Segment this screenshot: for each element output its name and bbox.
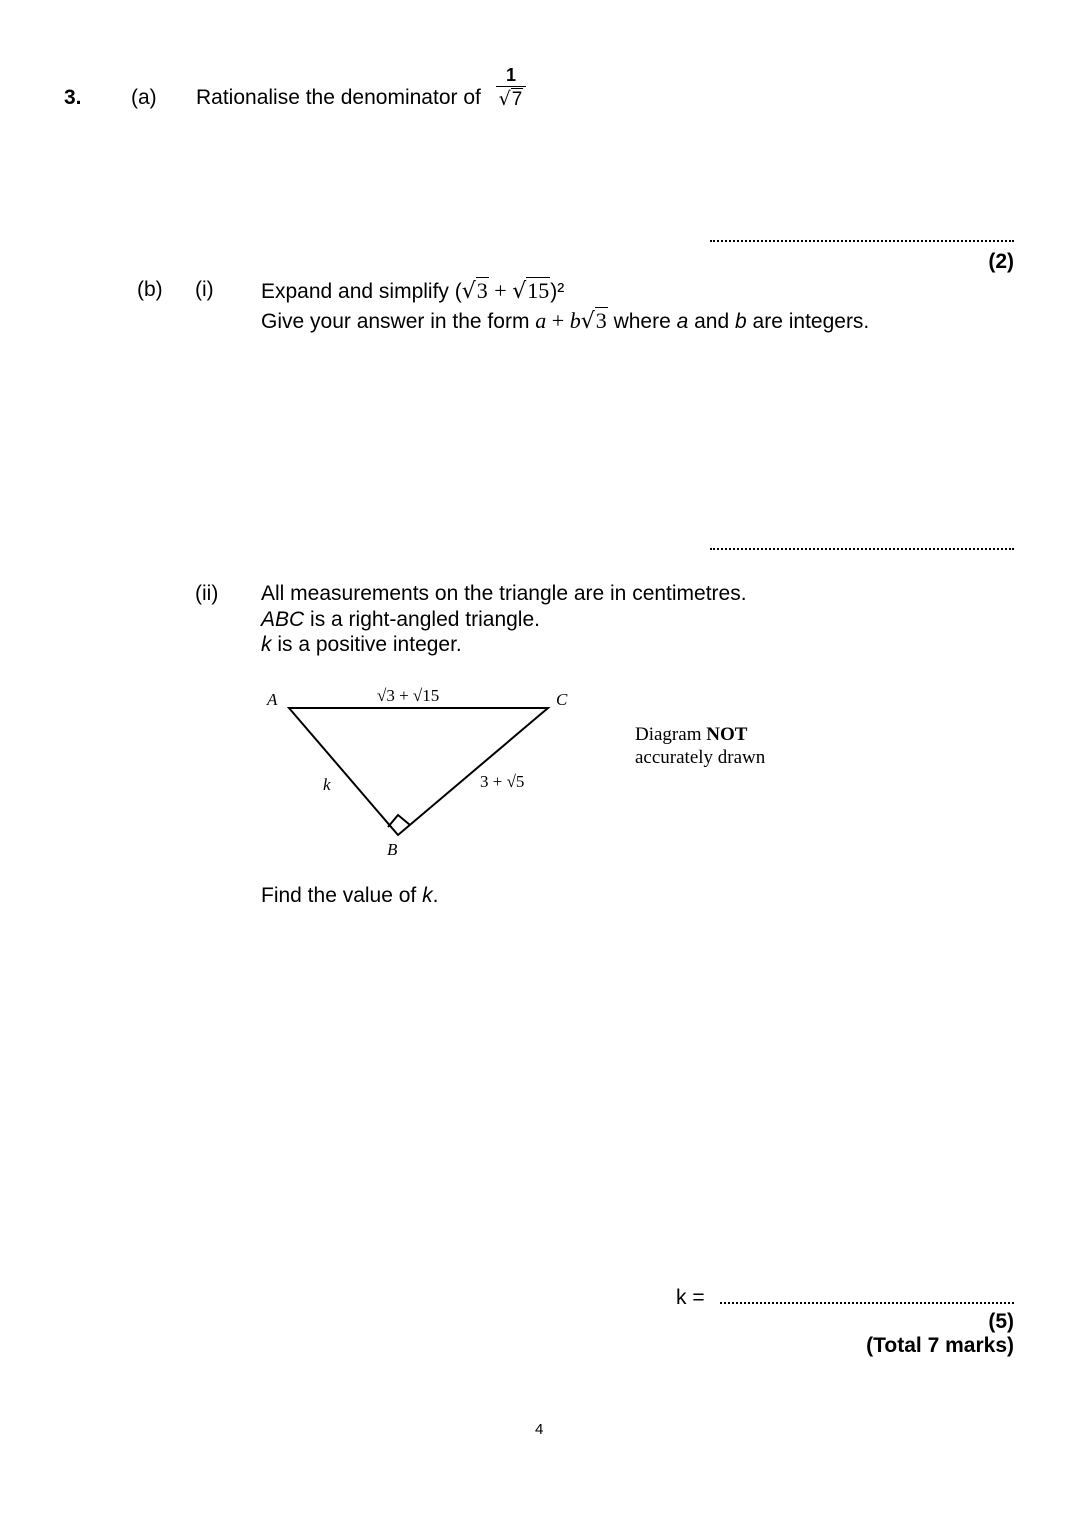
vertex-b-label: B — [387, 840, 398, 859]
side-ab-label: k — [323, 775, 331, 794]
vertex-a-label: A — [267, 690, 278, 709]
part-b-i-line2: Give your answer in the form a + b√3 where a and b are integers. — [261, 308, 870, 334]
question-number: 3. — [64, 86, 82, 109]
find-k-instruction: Find the value of k. — [261, 884, 439, 907]
part-a-text: Rationalise the denominator of — [196, 86, 481, 109]
page-number: 4 — [535, 1421, 544, 1438]
part-b-ii-label: (ii) — [195, 582, 219, 605]
diagram-note-line1: Diagram NOT — [635, 724, 748, 745]
part-a-label: (a) — [131, 86, 157, 109]
diagram-note-line2: accurately drawn — [635, 747, 766, 768]
side-bc-label: 3 + √5 — [480, 772, 525, 791]
total-marks: (Total 7 marks) — [866, 1334, 1014, 1357]
part-b-ii-line3: k is a positive integer. — [261, 633, 462, 656]
part-b-i-label: (i) — [195, 278, 214, 301]
vertex-c-label: C — [556, 690, 568, 709]
part-b-i-line1: Expand and simplify (√3 + √15)² — [261, 278, 565, 304]
fraction-numerator: 1 — [505, 65, 516, 85]
marks-part-b: (5) — [988, 1310, 1014, 1333]
part-b-label: (b) — [137, 278, 163, 301]
fraction-denominator: √7 — [498, 88, 523, 110]
right-angle-marker — [388, 815, 410, 827]
part-b-ii-line1: All measurements on the triangle are in centimetres. — [261, 582, 747, 605]
part-b-ii-line2: ABC is a right-angled triangle. — [261, 608, 540, 631]
marks-part-a: (2) — [988, 250, 1014, 273]
side-ac-label: √3 + √15 — [377, 686, 440, 705]
k-answer-label: k = — [676, 1286, 705, 1309]
answer-line-b-ii[interactable] — [720, 1302, 1014, 1304]
